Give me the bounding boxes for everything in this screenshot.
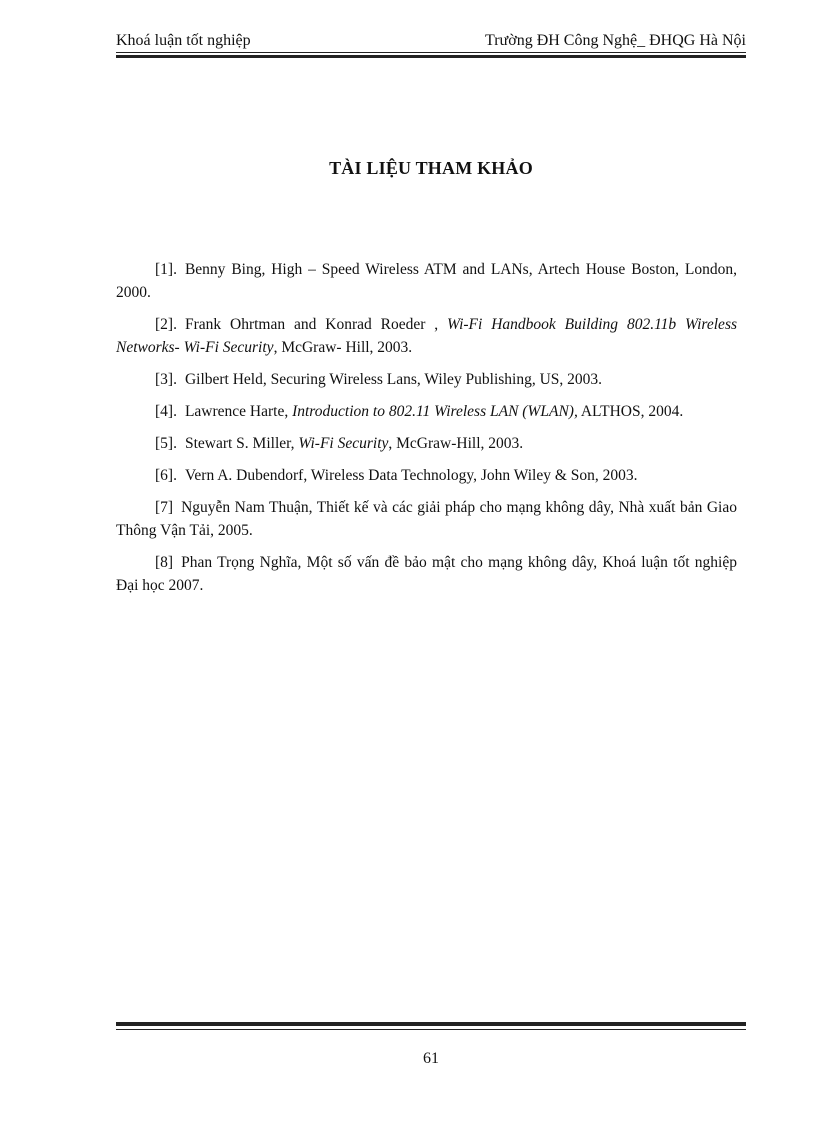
reference-title-italic: Wi-Fi Security	[298, 435, 389, 452]
reference-text: Vern A. Dubendorf, Wireless Data Technology, John Wiley & Son, 2003.	[184, 467, 638, 484]
header-rule-thin	[116, 52, 746, 53]
footer-rule-thick	[116, 1022, 746, 1026]
reference-title-italic: Wi-Fi Handbook Building 802.11b Wireless Networks- Wi-Fi Security	[116, 316, 738, 356]
reference-text: Frank Ohrtman and Konrad Roeder ,	[184, 316, 448, 333]
reference-text: Nguyễn Nam Thuận, Thiết kế và các giải pháp cho mạng không dây, Nhà xuất bản Giao Thông Vận Tải, 2005.	[116, 499, 737, 539]
reference-item	[116, 400, 737, 423]
reference-item	[116, 258, 737, 304]
reference-title-italic: Introduction to 802.11 Wireless LAN (WLAN),	[292, 403, 578, 420]
reference-number: [8]	[155, 554, 174, 571]
reference-number: [5].	[155, 435, 177, 452]
reference-number: [4].	[155, 403, 177, 420]
reference-item	[116, 313, 737, 359]
reference-item	[116, 496, 737, 542]
reference-text: Phan Trọng Nghĩa, Một số vấn đề bảo mật cho mạng không dây, Khoá luận tốt nghiệp Đại học 2007.	[116, 554, 737, 594]
reference-text: Benny Bing, High – Speed Wireless ATM and LANs, Artech House Boston, London, 2000.	[116, 261, 737, 301]
header-left-text: Khoá luận tốt nghiệp	[116, 32, 251, 49]
reference-item	[116, 432, 737, 455]
header-rule-thick	[116, 55, 746, 58]
reference-item	[116, 464, 737, 487]
reference-number: [6].	[155, 467, 177, 484]
reference-number: [3].	[155, 371, 177, 388]
reference-text: Stewart S. Miller,	[184, 435, 299, 452]
reference-number: [2].	[155, 316, 177, 333]
reference-list	[116, 258, 737, 606]
reference-number: [1].	[155, 261, 177, 278]
reference-text-tail: ALTHOS, 2004.	[577, 403, 684, 420]
reference-text-tail: , McGraw-Hill, 2003.	[388, 435, 524, 452]
reference-number: [7]	[155, 499, 174, 516]
page-title: TÀI LIỆU THAM KHẢO	[329, 158, 533, 178]
page-number: 61	[423, 1050, 439, 1067]
header-right-text: Trường ĐH Công Nghệ_ ĐHQG Hà Nội	[485, 32, 746, 49]
page-header	[116, 30, 746, 52]
reference-item	[116, 368, 737, 391]
reference-item	[116, 551, 737, 597]
reference-text: Lawrence Harte,	[184, 403, 293, 420]
reference-text: Gilbert Held, Securing Wireless Lans, Wiley Publishing, US, 2003.	[184, 371, 603, 388]
footer-rule-thin	[116, 1029, 746, 1030]
reference-text-tail: , McGraw- Hill, 2003.	[273, 339, 413, 356]
